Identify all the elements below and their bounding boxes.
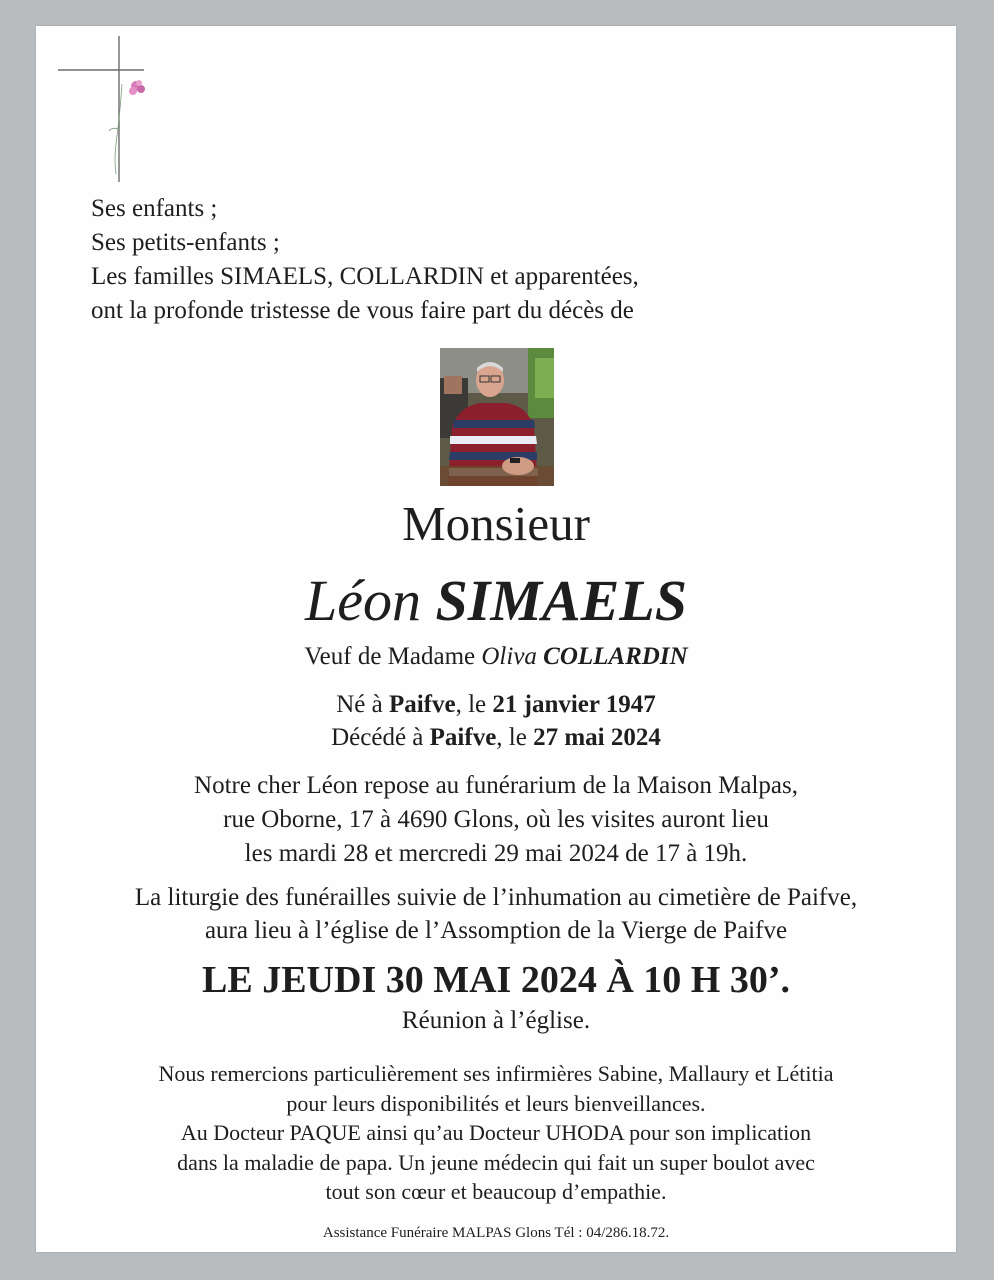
ceremony-meeting: Réunion à l’église. [401, 1007, 591, 1034]
first-name: Léon [305, 568, 422, 633]
thanks-line: tout son cœur et beaucoup d’empathie. [325, 1179, 667, 1204]
acknowledgements [36, 1059, 956, 1207]
portrait-photo [440, 348, 554, 486]
widow-prefix: Veuf de Madame [304, 643, 476, 670]
birth-date: 21 janvier 1947 [492, 691, 656, 718]
thanks-line: Nous remercions particulièrement ses infirmières Sabine, Mallaury et Létitia [158, 1061, 834, 1086]
thanks-line: Au Docteur PAQUE ainsi qu’au Docteur UHODA pour son implication [180, 1120, 812, 1145]
intro-line: Ses petits-enfants ; [91, 229, 280, 256]
repose-line: les mardi 28 et mercredi 29 mai 2024 de 17 à 19h. [244, 840, 748, 867]
spouse-last-name: COLLARDIN [543, 643, 688, 670]
death-prefix: Décédé à [331, 724, 424, 751]
liturgy-details [36, 881, 956, 947]
birth-prefix: Né à [336, 691, 383, 718]
ceremony-datetime: LE JEUDI 30 MAI 2024 À 10 H 30’. [202, 959, 790, 1001]
death-sep: , le [496, 724, 527, 751]
deceased-name [36, 568, 956, 634]
birth-line [36, 688, 956, 721]
intro-line: Ses enfants ; [91, 195, 218, 222]
widow-line [36, 642, 956, 672]
death-place: Paifve [429, 724, 497, 751]
thanks-line: dans la maladie de papa. Un jeune médecin qui fait un super boulot avec [177, 1149, 815, 1175]
last-name: SIMAELS [435, 568, 687, 633]
intro-line: ont la profonde tristesse de vous faire part du décès de [91, 297, 634, 324]
repose-details [36, 769, 956, 871]
cross-with-flower-icon [56, 34, 146, 184]
repose-line: Notre cher Léon repose au funérarium de la Maison Malpas, [194, 772, 798, 799]
death-line [36, 721, 956, 754]
liturgy-line: La liturgie des funérailles suivie de l’inhumation au cimetière de Paifve, [134, 884, 858, 911]
intro-line: Les familles SIMAELS, COLLARDIN et apparentées, [91, 263, 639, 290]
birth-sep: , le [455, 691, 487, 718]
announcement-intro [91, 192, 639, 328]
honorific-title: Monsieur [402, 496, 590, 551]
thanks-line: pour leurs disponibilités et leurs bienveillances. [286, 1090, 706, 1116]
obituary-sheet [36, 26, 956, 1252]
life-dates [36, 688, 956, 754]
death-date: 27 mai 2024 [533, 724, 661, 751]
birth-place: Paifve [388, 691, 456, 718]
repose-line: rue Oborne, 17 à 4690 Glons, où les visites auront lieu [223, 806, 769, 833]
spouse-first-name: Oliva [481, 643, 537, 670]
funeral-home-footer: Assistance Funéraire MALPAS Glons Tél : 04/286.18.72. [322, 1225, 670, 1241]
portrait-image [440, 348, 554, 486]
liturgy-line: aura lieu à l’église de l’Assomption de la Vierge de Paifve [204, 917, 788, 944]
